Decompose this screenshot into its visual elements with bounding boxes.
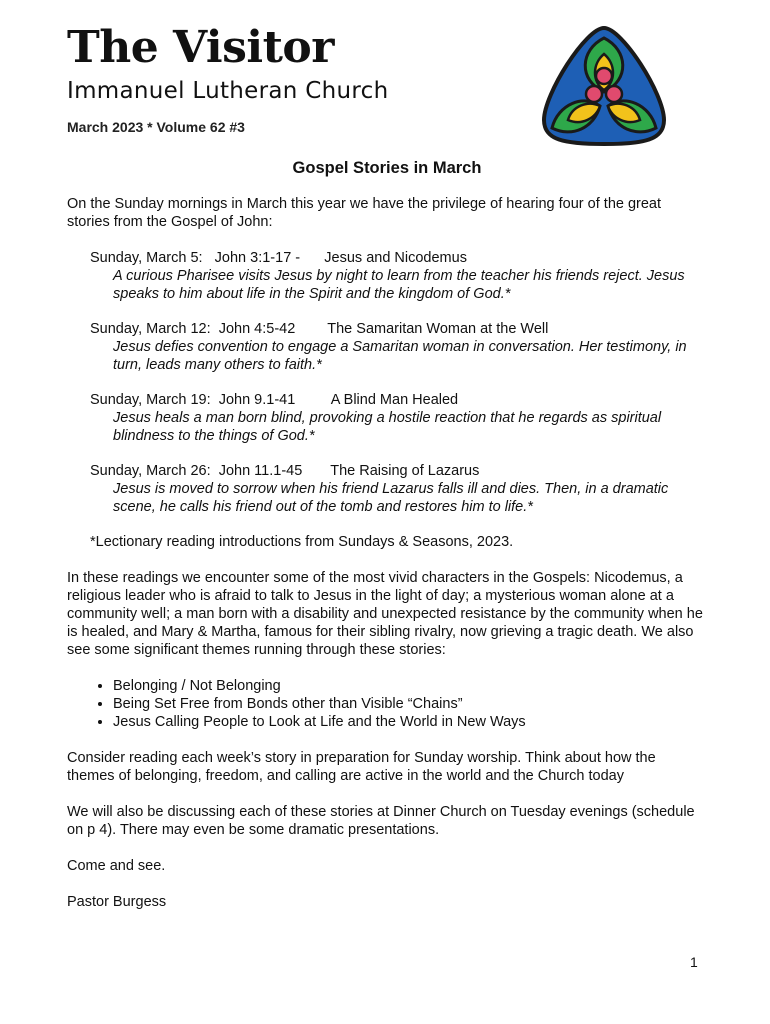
- reading-date: Sunday, March 12:: [90, 321, 211, 337]
- reading-description: Jesus defies convention to engage a Samaritan woman in conversation. Her testimony, in turn, leads many others to faith.*: [113, 339, 687, 373]
- list-item: • Belonging / Not Belonging: [113, 677, 707, 695]
- reading-date: Sunday, March 26:: [90, 463, 211, 479]
- article: [67, 159, 707, 929]
- signature: Pastor Burgess: [67, 894, 167, 910]
- issue-info: March 2023 * Volume 62 #3: [67, 119, 245, 135]
- church-name: Immanuel Lutheran Church: [67, 78, 389, 104]
- reading-story: A Blind Man Healed: [330, 392, 459, 408]
- dinner-church-paragraph: We will also be discussing each of these stories at Dinner Church on Tuesday evenings (schedule on p 4). There may even be some dramatic presentations.: [67, 804, 695, 838]
- page-number: 1: [690, 954, 698, 970]
- closing-line: Come and see.: [67, 858, 166, 874]
- reading-description: Jesus is moved to sorrow when his friend Lazarus falls ill and dies. Then, in a dramatic scene, he calls his friend out of the tomb and restores him to life.*: [113, 481, 669, 515]
- consider-paragraph: Consider reading each week’s story in preparation for Sunday worship. Think about how the themes of belonging, freedom, and calling are active in the world and the Church today: [67, 750, 656, 784]
- reading-passage: John 11.1-45: [218, 463, 303, 479]
- reading-item: [90, 462, 707, 516]
- reading-item: [90, 320, 707, 374]
- characters-paragraph: In these readings we encounter some of the most vivid characters in the Gospels: Nicodemus, a religious leader who is afraid to talk to Jesus in the light of day; a mysterious woman alone at a community well; a man born with a disability and unexpected resistance by the community when he is healed, and Mary & Martha, famous for their sibling rivalry, now grieving a tragic death. We also see some significant themes running through these stories:: [67, 570, 703, 658]
- reading-item: [90, 249, 707, 303]
- reading-date: Sunday, March 5:: [90, 250, 203, 266]
- article-title: Gospel Stories in March: [292, 159, 482, 177]
- reading-item: [90, 391, 707, 445]
- reading-passage: John 4:5-42: [218, 321, 296, 337]
- intro-paragraph: On the Sunday mornings in March this year we have the privilege of hearing four of the great stories from the Gospel of John:: [67, 196, 662, 230]
- reading-passage: John 9.1-41: [218, 392, 296, 408]
- list-item: • Being Set Free from Bonds other than Visible “Chains”: [113, 695, 707, 713]
- list-item: • Jesus Calling People to Look at Life and the World in New Ways: [113, 713, 707, 731]
- reading-description: A curious Pharisee visits Jesus by night to learn from the teacher his friends reject. Jesus speaks to him about life in the Spirit and the kingdom of God.*: [113, 268, 685, 302]
- footnote: *Lectionary reading introductions from Sundays & Seasons, 2023.: [90, 534, 514, 550]
- newsletter-title: The Visitor: [67, 22, 334, 73]
- stained-glass-trinity-flower-icon: [538, 24, 670, 148]
- reading-date: Sunday, March 19:: [90, 392, 211, 408]
- reading-story: Jesus and Nicodemus: [324, 250, 467, 266]
- reading-story: The Raising of Lazarus: [330, 463, 480, 479]
- reading-story: The Samaritan Woman at the Well: [327, 321, 549, 337]
- reading-description: Jesus heals a man born blind, provoking a hostile reaction that he regards as spiritual blindness to the things of God.*: [113, 410, 662, 444]
- themes-list: [67, 677, 707, 731]
- reading-passage: John 3:1-17 -: [214, 250, 301, 266]
